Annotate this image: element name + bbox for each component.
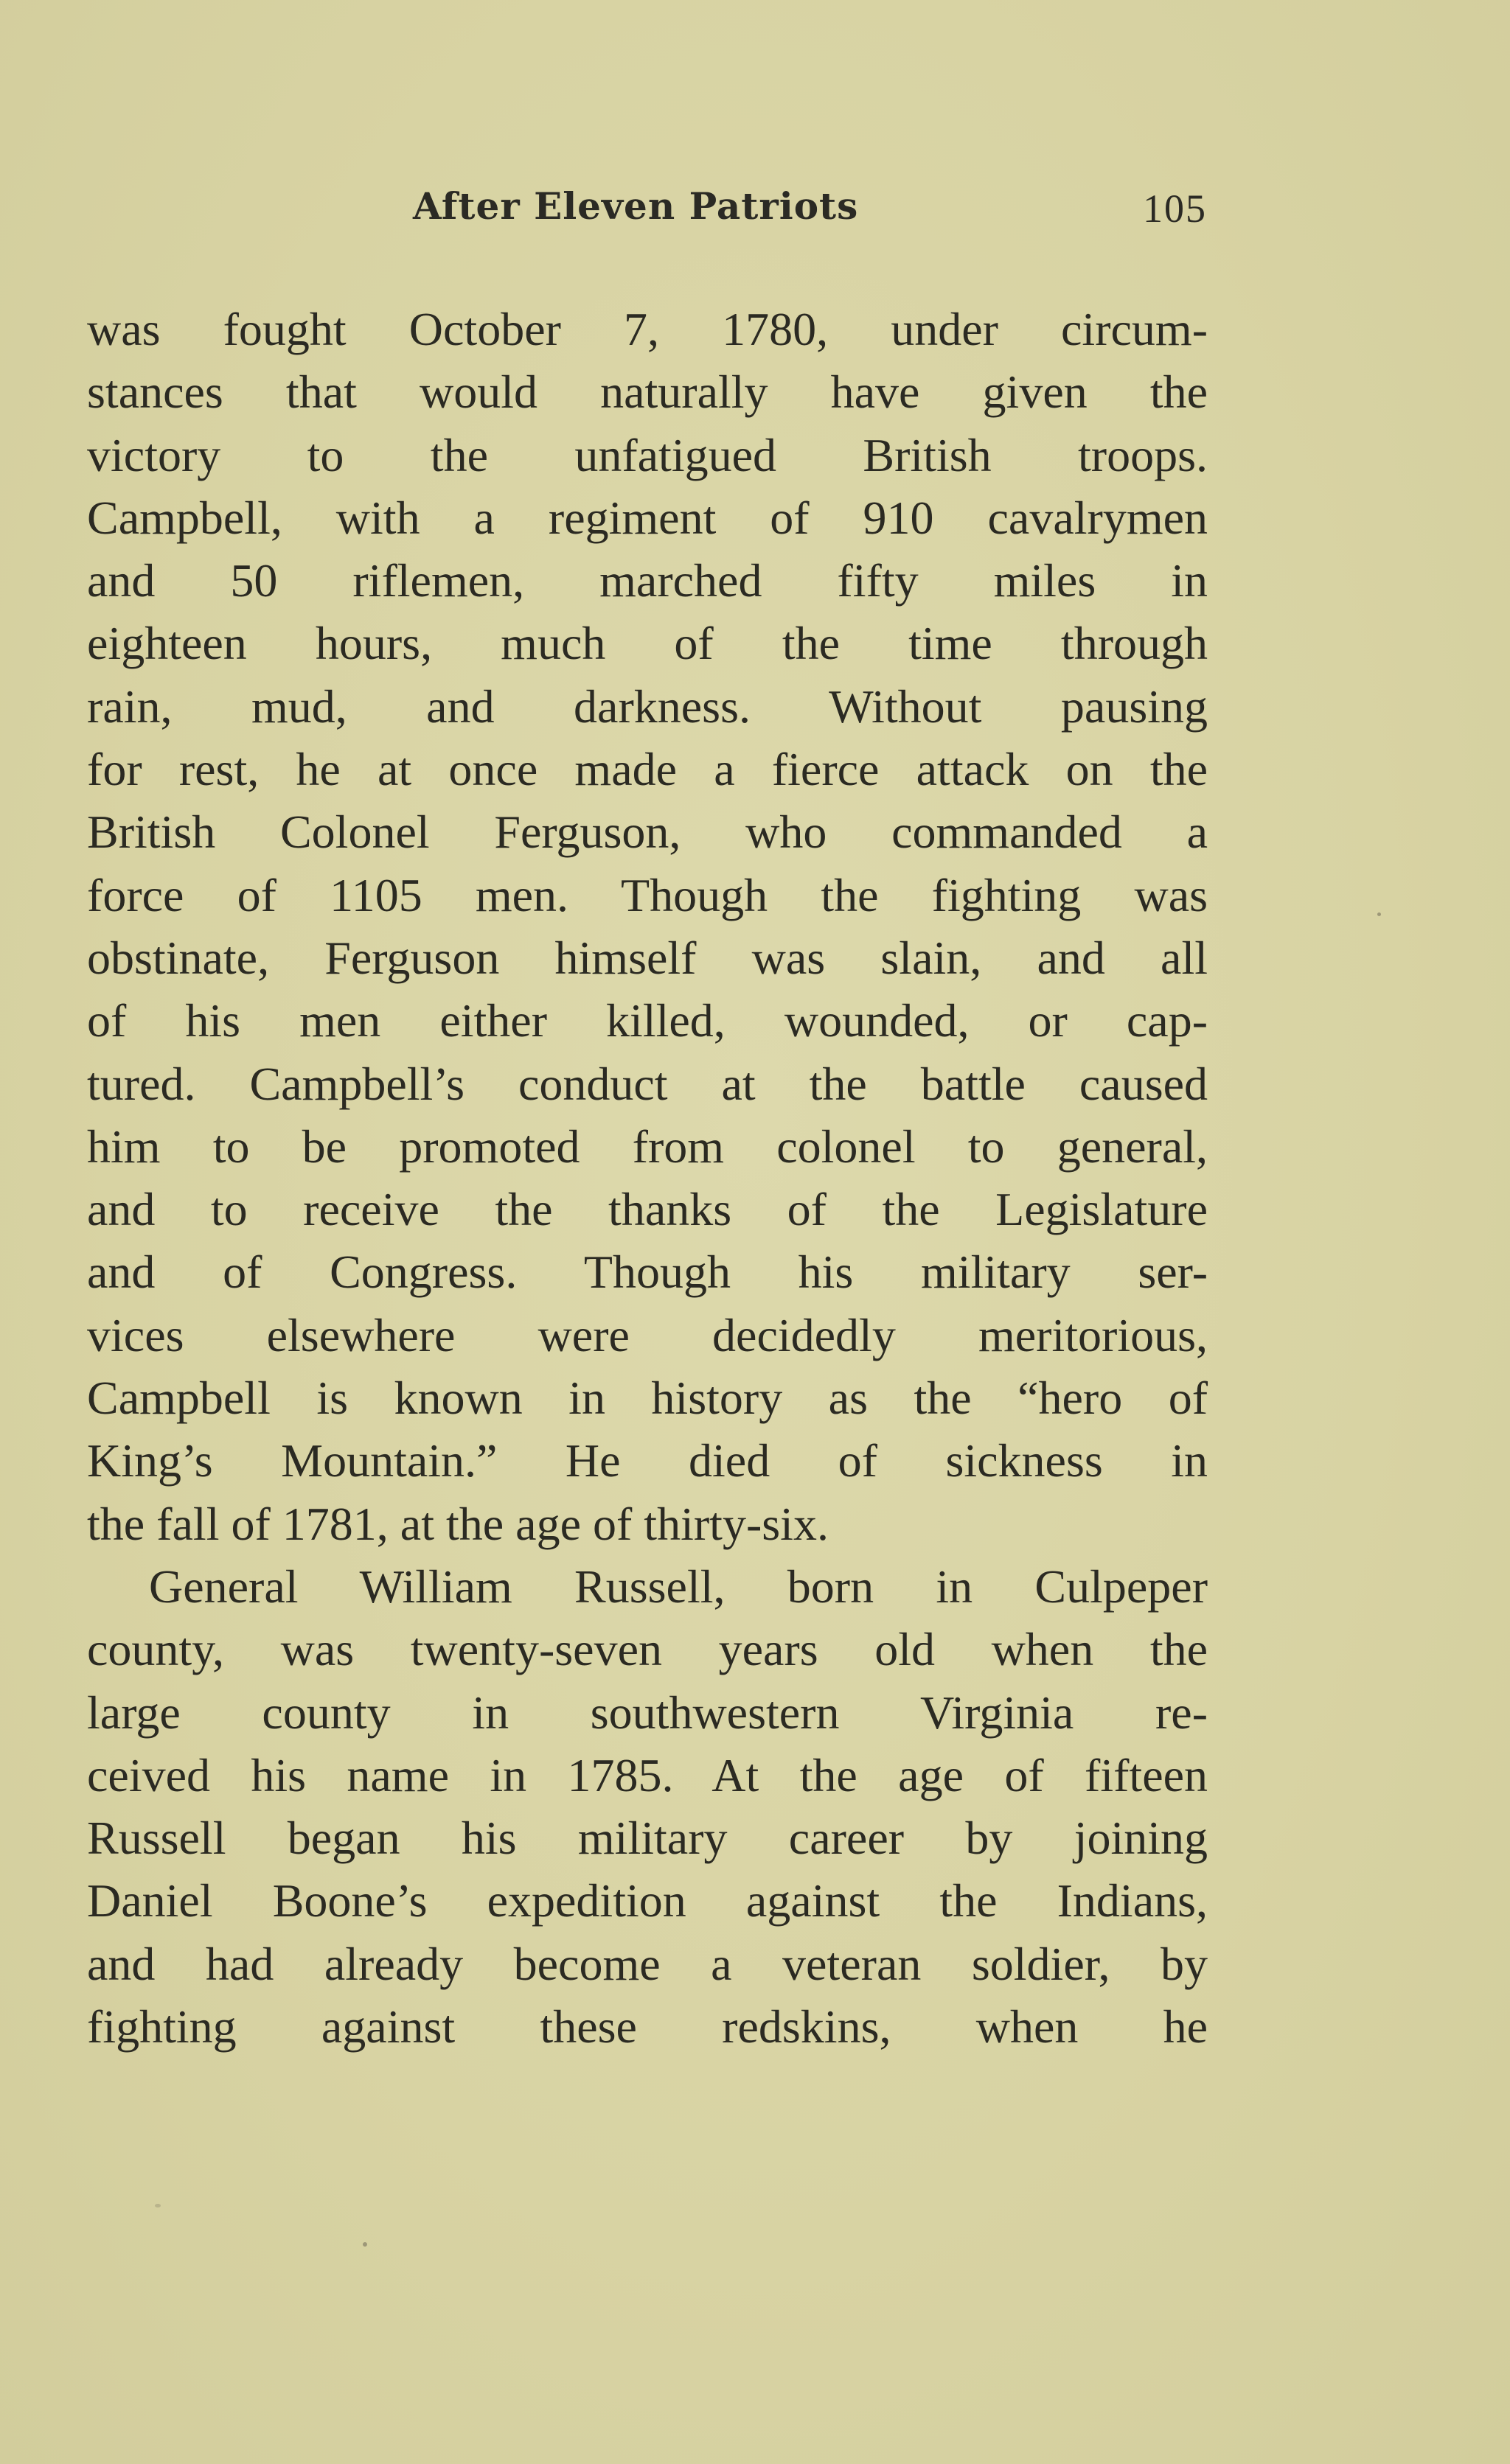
text-line: eighteen hours, much of the time through (87, 617, 1208, 670)
text-line: General William Russell, born in Culpeper (149, 1560, 1208, 1613)
body-text (87, 298, 1208, 2058)
text-line: Campbell is known in history as the “hero of (87, 1372, 1208, 1425)
text-line: and of Congress. Though his military ser- (87, 1246, 1208, 1299)
text-line: large county in southwestern Virginia re- (87, 1686, 1208, 1739)
text-line: him to be promoted from colonel to general, (87, 1120, 1208, 1173)
text-line: for rest, he at once made a fierce attack on the (87, 743, 1208, 796)
text-line: obstinate, Ferguson himself was slain, and all (87, 931, 1208, 984)
text-line: fighting against these redskins, when he (87, 2000, 1208, 2053)
text-line: vices elsewhere were decidedly meritorious, (87, 1308, 1208, 1361)
text-line: tured. Campbell’s conduct at the battle caused (87, 1057, 1208, 1110)
text-line: King’s Mountain.” He died of sickness in (87, 1434, 1208, 1487)
text-line: and had already become a veteran soldier, by (87, 1937, 1208, 1990)
paper-speck (1377, 912, 1381, 916)
text-line: county, was twenty-seven years old when the (87, 1623, 1208, 1676)
text-line: stances that would naturally have given the (87, 366, 1208, 419)
text-line: was fought October 7, 1780, under circum- (87, 303, 1208, 355)
text-line: ceived his name in 1785. At the age of fifteen (87, 1748, 1208, 1801)
running-title: After Eleven Patriots (413, 184, 859, 228)
text-line: and 50 riflemen, marched fifty miles in (87, 554, 1208, 607)
text-line: British Colonel Ferguson, who commanded a (87, 806, 1208, 859)
text-line: and to receive the thanks of the Legislature (87, 1183, 1208, 1236)
page-number: 105 (1143, 186, 1207, 231)
paper-speck (155, 2204, 161, 2208)
text-line: the fall of 1781, at the age of thirty-six. (87, 1497, 829, 1550)
paper-speck (363, 2242, 367, 2247)
text-line: rain, mud, and darkness. Without pausing (87, 680, 1208, 733)
text-line: force of 1105 men. Though the fighting was (87, 868, 1208, 921)
text-line: Daniel Boone’s expedition against the Indians, (87, 1874, 1208, 1927)
text-line: victory to the unfatigued British troops. (87, 428, 1208, 481)
text-line: Campbell, with a regiment of 910 cavalrymen (87, 491, 1208, 544)
text-line: Russell began his military career by joining (87, 1812, 1208, 1865)
text-line: of his men either killed, wounded, or cap- (87, 994, 1208, 1047)
